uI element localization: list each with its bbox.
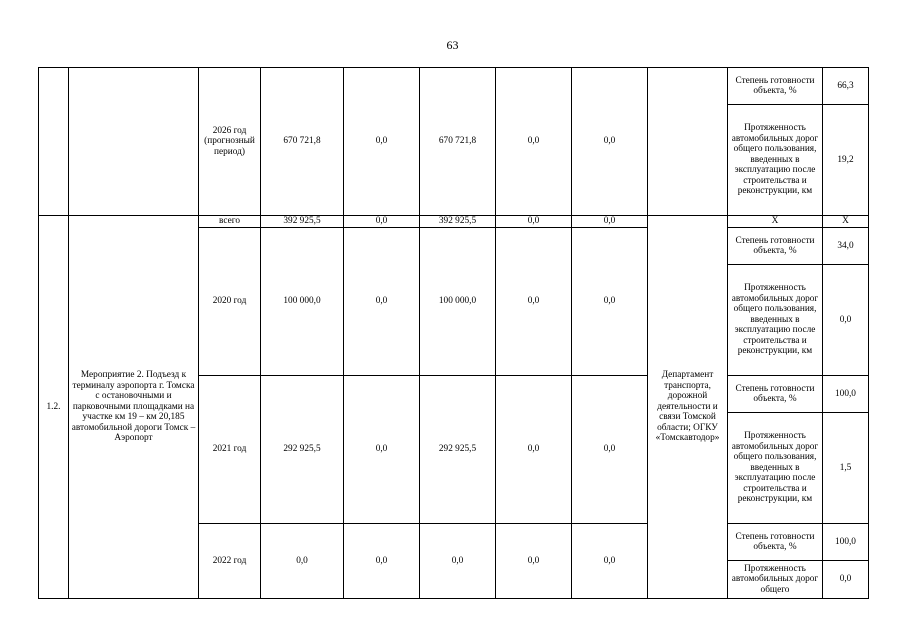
year-label: 2020 год xyxy=(199,228,261,376)
indicator-value: 0,0 xyxy=(823,265,869,376)
total-value: 392 925,5 xyxy=(420,216,496,228)
year-value: 0,0 xyxy=(344,228,420,376)
indicator-value: 100,0 xyxy=(823,376,869,413)
year-label: 2021 год xyxy=(199,376,261,524)
indicator-name: Степень готовности объекта, % xyxy=(728,376,823,413)
year-value: 100 000,0 xyxy=(420,228,496,376)
value-regional: 670 721,8 xyxy=(420,68,496,216)
cell-title-empty xyxy=(69,68,199,216)
indicator-value: 0,0 xyxy=(823,561,869,599)
program-table xyxy=(38,67,869,599)
period-label: 2026 год (прогнозный период) xyxy=(199,68,261,216)
year-value: 292 925,5 xyxy=(261,376,344,524)
indicator-value: 34,0 xyxy=(823,228,869,265)
indicator-value: 100,0 xyxy=(823,524,869,561)
year-value: 292 925,5 xyxy=(420,376,496,524)
total-value: 0,0 xyxy=(496,216,572,228)
year-value: 0,0 xyxy=(344,524,420,599)
value-other: 0,0 xyxy=(572,68,648,216)
year-value: 0,0 xyxy=(344,376,420,524)
indicator-name: Степень готовности объекта, % xyxy=(728,228,823,265)
year-value: 0,0 xyxy=(261,524,344,599)
indicator-value: X xyxy=(823,216,869,228)
measure-executor: Департамент транспорта, дорожной деятельности и связи Томской области; ОГКУ «Томскавтодор» xyxy=(648,216,728,599)
indicator-name: Протяженность автомобильных дорог общего пользования, введенных в эксплуатацию после строительства и реконструкции, км xyxy=(728,105,823,216)
cell-number-empty xyxy=(39,68,69,216)
indicator-name: X xyxy=(728,216,823,228)
total-value: 0,0 xyxy=(572,216,648,228)
indicator-name: Степень готовности объекта, % xyxy=(728,68,823,105)
indicator-name: Протяженность автомобильных дорог общего xyxy=(728,561,823,599)
total-label: всего xyxy=(199,216,261,228)
year-value: 0,0 xyxy=(572,524,648,599)
indicator-name: Протяженность автомобильных дорог общего пользования, введенных в эксплуатацию после строительства и реконструкции, км xyxy=(728,265,823,376)
value-federal: 0,0 xyxy=(344,68,420,216)
indicator-name: Степень готовности объекта, % xyxy=(728,524,823,561)
cell-executor-empty xyxy=(648,68,728,216)
total-value: 0,0 xyxy=(344,216,420,228)
year-value: 0,0 xyxy=(420,524,496,599)
total-value: 392 925,5 xyxy=(261,216,344,228)
year-value: 0,0 xyxy=(572,228,648,376)
indicator-value: 66,3 xyxy=(823,68,869,105)
indicator-value: 1,5 xyxy=(823,413,869,524)
indicator-value: 19,2 xyxy=(823,105,869,216)
measure-number: 1.2. xyxy=(39,216,69,599)
year-value: 100 000,0 xyxy=(261,228,344,376)
page-number: 63 xyxy=(446,38,459,52)
year-value: 0,0 xyxy=(496,228,572,376)
year-value: 0,0 xyxy=(496,524,572,599)
measure-title: Мероприятие 2. Подъезд к терминалу аэропорта г. Томска с остановочными и парковочными площадками на участке км 19 – км 20,185 автомобильной дороги Томск – Аэропорт xyxy=(69,216,199,599)
value-local: 0,0 xyxy=(496,68,572,216)
indicator-name: Протяженность автомобильных дорог общего пользования, введенных в эксплуатацию после строительства и реконструкции, км xyxy=(728,413,823,524)
year-label: 2022 год xyxy=(199,524,261,599)
year-value: 0,0 xyxy=(496,376,572,524)
value-total: 670 721,8 xyxy=(261,68,344,216)
year-value: 0,0 xyxy=(572,376,648,524)
